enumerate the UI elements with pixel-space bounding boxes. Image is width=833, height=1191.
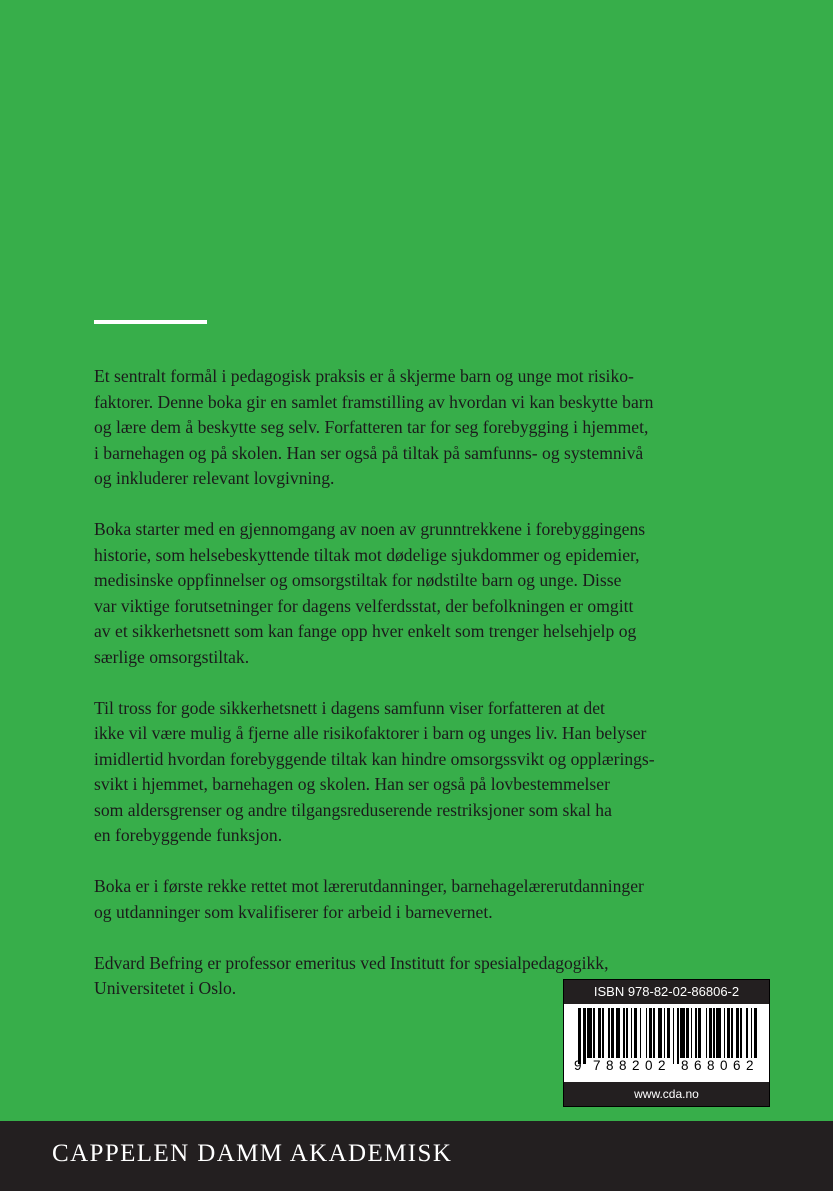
text-line: ikke vil være mulig å fjerne alle risikofaktorer i barn og unges liv. Han belyser (94, 723, 647, 743)
barcode-bar (698, 1008, 701, 1058)
back-cover-blurb (94, 364, 744, 1002)
barcode-bar (677, 1008, 679, 1064)
publisher-logo: CAPPELEN DAMM AKADEMISK (52, 1140, 453, 1167)
barcode-bar (667, 1008, 670, 1058)
barcode-digit: 8 (707, 1058, 715, 1073)
barcode-digit: 8 (606, 1058, 614, 1073)
barcode-bar (746, 1008, 748, 1058)
blurb-paragraph-2 (94, 517, 744, 670)
text-line: Boka starter med en gjennomgang av noen av grunntrekkene i forebyggingens (94, 519, 646, 539)
text-line: imidlertid hvordan forebyggende tiltak kan hindre omsorgssvikt og opplærings- (94, 748, 655, 769)
barcode-bar (740, 1008, 742, 1058)
isbn-label: ISBN 978-82-02-86806-2 (564, 980, 769, 1004)
text-line: og inkluderer relevant lovgivning. (94, 468, 335, 488)
publisher-footer (0, 1121, 833, 1191)
barcode-bar (626, 1008, 628, 1058)
barcode-bar (611, 1008, 614, 1058)
text-line: særlige omsorgstiltak. (94, 646, 250, 667)
text-line: Boka er i første rekke rettet mot lærerutdanninger, barnehagelærerutdanninger (94, 876, 644, 896)
barcode-bar (686, 1008, 689, 1058)
barcode-bar (727, 1008, 730, 1058)
barcode-bar (713, 1008, 715, 1058)
barcode-bar (616, 1008, 621, 1058)
blurb-paragraph-1 (94, 364, 744, 492)
text-line: i barnehagen og på skolen. Han ser også på tiltak på samfunns- og systemnivå (94, 442, 644, 463)
barcode-bar (716, 1008, 721, 1058)
barcode-bar (631, 1008, 633, 1058)
text-line: var viktige forutsetninger for dagens velferdsstat, der befolkningen er omgitt (94, 595, 634, 616)
barcode-digit: 8 (619, 1058, 627, 1073)
barcode-bar (680, 1008, 685, 1058)
barcode-digit: 2 (632, 1058, 640, 1073)
barcode-digit: 9 (574, 1058, 582, 1073)
barcode-bar (649, 1008, 652, 1058)
barcode-digit: 7 (593, 1058, 601, 1073)
barcode-digit: 8 (681, 1058, 689, 1073)
barcode-bar (623, 1008, 625, 1058)
barcode-digit: 6 (694, 1058, 702, 1073)
text-line: og lære dem å beskytte seg selv. Forfatteren tar for seg forebygging i hjemmet, (94, 417, 649, 437)
barcode-bar (578, 1008, 581, 1064)
blurb-paragraph-3 (94, 696, 744, 849)
text-line: Edvard Befring er professor emeritus ved Institutt for spesialpedagogikk, (94, 952, 609, 973)
barcode-bar (640, 1008, 642, 1058)
barcode-bar (724, 1008, 726, 1058)
barcode-bar (587, 1008, 592, 1058)
barcode-digit: 2 (746, 1058, 754, 1073)
barcode-digit: 0 (720, 1058, 728, 1073)
barcode-bar (695, 1008, 697, 1058)
text-line: og utdanninger som kvalifiserer for arbeid i barnevernet. (94, 901, 493, 922)
barcode-bar (593, 1008, 595, 1058)
barcode-digits (570, 1058, 764, 1076)
text-line: historie, som helsebeskyttende tiltak mot dødelige sjukdommer og epidemier, (94, 544, 640, 565)
barcode-digit: 0 (645, 1058, 653, 1073)
barcode-bars (578, 1008, 758, 1060)
text-line: medisinske oppfinnelser og omsorgstiltak for nødstilte barn og unge. Disse (94, 570, 622, 590)
barcode-bar (602, 1008, 604, 1058)
text-line: av et sikkerhetsnett som kan fange opp hver enkelt som trenger helsehjelp og (94, 621, 637, 641)
barcode-bar (608, 1008, 610, 1058)
text-line: svikt i hjemmet, barnehagen og skolen. Han ser også på lovbestemmelser (94, 774, 610, 794)
barcode-bar (658, 1008, 663, 1058)
text-line: faktorer. Denne boka gir en samlet framstilling av hvordan vi kan beskytte barn (94, 391, 654, 412)
barcode-bar (673, 1008, 675, 1064)
text-line: en forebyggende funksjon. (94, 825, 283, 845)
barcode-bar (634, 1008, 637, 1058)
barcode-digit: 2 (658, 1058, 666, 1073)
blurb-paragraph-4 (94, 874, 744, 925)
barcode-bar (598, 1008, 601, 1058)
barcode-bar (736, 1008, 739, 1058)
barcode-bar (706, 1008, 708, 1058)
barcode-bar (731, 1008, 733, 1058)
barcode-digit: 6 (733, 1058, 741, 1073)
barcode-bar (653, 1008, 655, 1058)
barcode-bar (751, 1008, 753, 1058)
text-line: som aldersgrenser og andre tilgangsreduserende restriksjoner som skal ha (94, 799, 612, 820)
publisher-website: www.cda.no (564, 1082, 769, 1106)
decorative-rule (94, 320, 207, 324)
text-line: Et sentralt formål i pedagogisk praksis er å skjerme barn og unge mot risiko- (94, 366, 634, 386)
barcode-bar (664, 1008, 666, 1058)
barcode-bar (754, 1008, 757, 1058)
text-line: Universitetet i Oslo. (94, 978, 237, 998)
barcode-bar (691, 1008, 693, 1058)
text-line: Til tross for gode sikkerhetsnett i dagens samfunn viser forfatteren at det (94, 697, 605, 718)
barcode-bar (583, 1008, 586, 1064)
barcode-bar (646, 1008, 648, 1058)
isbn-barcode (563, 979, 770, 1107)
barcode-bar (709, 1008, 712, 1058)
